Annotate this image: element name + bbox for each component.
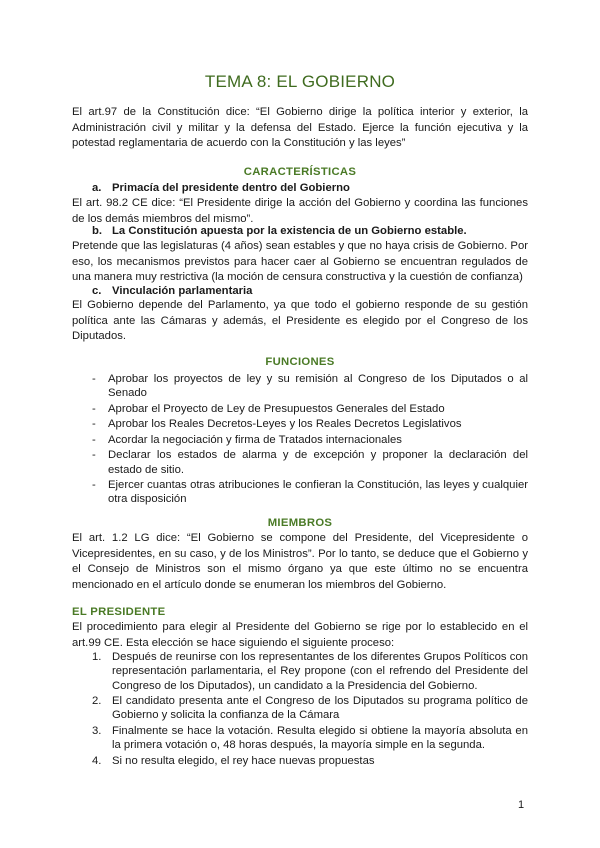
dash-bullet-icon: - <box>92 479 96 492</box>
dash-bullet-icon: - <box>92 449 96 462</box>
list-item: - Declarar los estados de alarma y de excepción y proponer la declaración del estado de sitio. <box>92 449 528 476</box>
subheading-marker: b. <box>92 225 103 237</box>
subheading-c <box>92 284 252 299</box>
presidente-heading: EL PRESIDENTE <box>72 606 166 618</box>
miembros-paragraph: El art. 1.2 LG dice: “El Gobierno se compone del Presidente, del Vicepresidente o Vicepresidentes, en su caso, y de los Ministros”. Por lo tanto, se deduce que el Gobierno y el Consejo de Ministros son el mismo órgano ya que este último no se encuentra mencionado en el artículo donde se enumeran los miembros del Gobierno. <box>72 532 528 591</box>
step-number: 2. <box>92 695 102 708</box>
caracteristicas-heading: CARACTERÍSTICAS <box>243 166 357 178</box>
intro-paragraph: El art.97 de la Constitución dice: “El Gobierno dirige la política interior y exterior, la Administración civil y militar y la defensa del Estado. Ejerce la función ejecutiva y la potestad reglamentaria de acuerdo con la Constitución y las leyes” <box>72 106 528 150</box>
list-item: 4. Si no resulta elegido, el rey hace nuevas propuestas <box>92 754 375 767</box>
list-item: 2. El candidato presenta ante el Congreso de los Diputados su programa político de Gobierno y solicita la confianza de la Cámara <box>92 695 528 722</box>
step-number: 1. <box>92 651 102 663</box>
list-item: - Ejercer cuantas otras atribuciones le confieran la Constitución, las leyes y cualquier otra disposición <box>92 479 528 506</box>
funciones-heading: FUNCIONES <box>265 356 335 368</box>
list-item: - Acordar la negociación y firma de Tratados internacionales <box>92 433 402 446</box>
subheading-marker: c. <box>92 285 102 297</box>
paragraph-b: Pretende que las legislaturas (4 años) sean estables y que no haya crisis de Gobierno. Por eso, los mecanismos previstos para hacer caer al Gobierno se encuentran regulados de una manera muy restrictiva (la moción de censura constructiva y la cuestión de confianza) <box>72 240 528 284</box>
step-number: 3. <box>92 724 102 737</box>
dash-bullet-icon: - <box>92 402 96 415</box>
dash-bullet-icon: - <box>92 373 96 385</box>
subheading-title: Vinculación parlamentaria <box>112 285 253 297</box>
subheading-b <box>92 224 467 239</box>
list-item: - Aprobar los proyectos de ley y su remisión al Congreso de los Diputados o al Senado <box>92 373 528 400</box>
subheading-title: Primacía del presidente dentro del Gobierno <box>112 182 350 194</box>
list-item: 1. Después de reunirse con los representantes de los diferentes Grupos Políticos con representación parlamentaria, el Rey propone (con el refrendo del Presidente del Congreso de los Diputados), un candidato a la Presidencia del Gobierno. <box>92 651 528 692</box>
paragraph-c: El Gobierno depende del Parlamento, ya que todo el gobierno responde de su gestión política ante las Cámaras y además, el Presidente es elegido por el Congreso de los Diputados. <box>72 299 528 343</box>
list-item: - Aprobar los Reales Decretos-Leyes y los Reales Decretos Legislativos <box>92 418 462 431</box>
subheading-a <box>92 181 350 196</box>
subheading-marker: a. <box>92 182 102 194</box>
list-item: - Aprobar el Proyecto de Ley de Presupuestos Generales del Estado <box>92 402 445 415</box>
page-title: TEMA 8: EL GOBIERNO <box>204 72 396 91</box>
miembros-heading: MIEMBROS <box>267 517 333 529</box>
page-number: 1 <box>518 799 525 811</box>
funciones-list <box>92 372 528 508</box>
presidente-steps-list <box>92 650 528 769</box>
paragraph-a: El art. 98.2 CE dice: “El Presidente dirige la acción del Gobierno y coordina las funciones de los demás miembros del mismo”. <box>72 197 528 225</box>
step-number: 4. <box>92 754 102 767</box>
presidente-paragraph: El procedimiento para elegir al Presidente del Gobierno se rige por lo establecido en el art.99 CE. Esta elección se hace siguiendo el siguiente proceso: <box>72 621 528 649</box>
dash-bullet-icon: - <box>92 418 96 431</box>
list-item: 3. Finalmente se hace la votación. Resulta elegido si obtiene la mayoría absoluta en la primera votación o, 48 horas después, la mayoría simple en la segunda. <box>92 724 528 752</box>
subheading-title: La Constitución apuesta por la existencia de un Gobierno estable. <box>112 225 467 237</box>
dash-bullet-icon: - <box>92 433 96 446</box>
